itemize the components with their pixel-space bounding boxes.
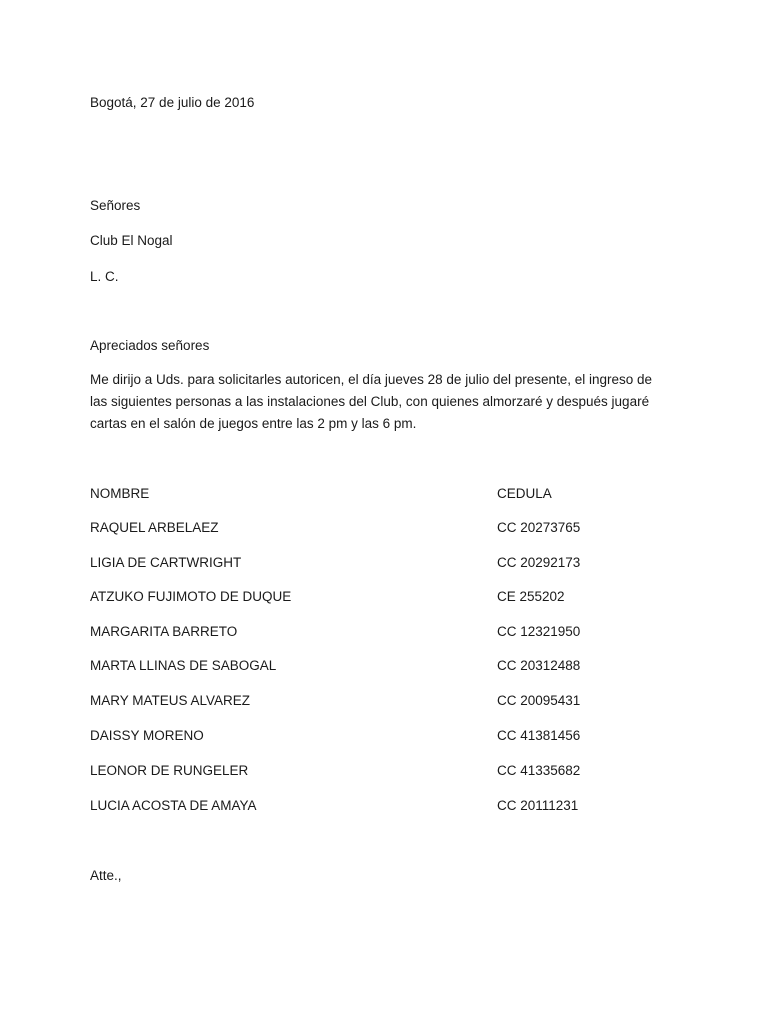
guest-name: RAQUEL ARBELAEZ xyxy=(90,520,219,535)
table-row xyxy=(90,554,690,572)
guest-name: LUCIA ACOSTA DE AMAYA xyxy=(90,798,257,813)
guest-name: MARY MATEUS ALVAREZ xyxy=(90,693,251,708)
guest-name: MARTA LLINAS DE SABOGAL xyxy=(90,658,277,673)
guest-id: CC 20111231 xyxy=(497,798,579,813)
column-header-name: NOMBRE xyxy=(90,486,150,501)
guest-id: CE 255202 xyxy=(497,589,565,604)
guest-id: CC 20095431 xyxy=(497,693,581,708)
guest-name: LIGIA DE CARTWRIGHT xyxy=(90,555,242,570)
guest-id: CC 20273765 xyxy=(497,520,581,535)
table-row xyxy=(90,692,690,710)
letter-date: Bogotá, 27 de julio de 2016 xyxy=(90,95,255,110)
column-header-id: CEDULA xyxy=(497,486,552,501)
guest-name: ATZUKO FUJIMOTO DE DUQUE xyxy=(90,589,292,604)
letter-closing: Atte., xyxy=(90,868,122,883)
table-row xyxy=(90,797,690,815)
guest-id: CC 20312488 xyxy=(497,658,581,673)
guest-name: LEONOR DE RUNGELER xyxy=(90,763,249,778)
table-row xyxy=(90,623,690,641)
guest-id: CC 20292173 xyxy=(497,555,581,570)
guest-id: CC 12321950 xyxy=(497,624,581,639)
guest-name: MARGARITA BARRETO xyxy=(90,624,238,639)
body-line: las siguientes personas a las instalaciones del Club, con quienes almorzaré y después jugaré xyxy=(90,394,650,409)
guest-name: DAISSY MORENO xyxy=(90,728,204,743)
body-line: Me dirijo a Uds. para solicitarles autoricen, el día jueves 28 de julio del presente, el ingreso de xyxy=(90,372,653,387)
table-row xyxy=(90,657,690,675)
recipient-organization: Club El Nogal xyxy=(90,233,173,248)
table-row xyxy=(90,727,690,745)
letter-greeting: Apreciados señores xyxy=(90,338,210,353)
guest-id: CC 41335682 xyxy=(497,763,581,778)
guest-id: CC 41381456 xyxy=(497,728,581,743)
body-line: cartas en el salón de juegos entre las 2 pm y las 6 pm. xyxy=(90,416,417,431)
table-row xyxy=(90,762,690,780)
table-header-row xyxy=(90,485,690,503)
recipient-city: L. C. xyxy=(90,269,119,284)
recipient-salutation: Señores xyxy=(90,198,141,213)
table-row xyxy=(90,519,690,537)
table-row xyxy=(90,588,690,606)
